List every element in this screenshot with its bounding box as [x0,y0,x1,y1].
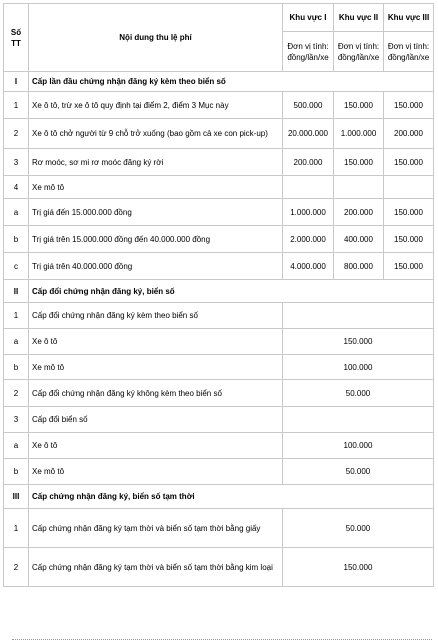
fee-zone-3: 150.000 [384,199,434,226]
table-row [4,380,434,407]
row-number: a [4,433,29,459]
row-description: Xe ô tô [29,329,283,355]
section-title: Cấp lần đầu chứng nhận đăng ký kèm theo biển số [29,72,434,92]
header-content: Nội dung thu lệ phí [29,4,283,72]
header-stt: Số TT [4,4,29,72]
row-description: Xe mô tô [29,355,283,380]
fee-zone-3: 150.000 [384,149,434,176]
table-row [4,92,434,119]
table-row [4,119,434,149]
fee-zone-1: 200.000 [283,149,334,176]
row-description: Xe ô tô, trừ xe ô tô quy định tại điểm 2, điểm 3 Mục này [29,92,283,119]
fee-zone-2: 400.000 [334,226,384,253]
page-continuation-line [12,636,432,644]
fee-zone-2: 150.000 [334,92,384,119]
row-number: I [4,72,29,92]
table-row [4,329,434,355]
row-number: 2 [4,380,29,407]
fee-zone-1: 2.000.000 [283,226,334,253]
row-description: Xe mô tô [29,459,283,485]
fee-table [3,3,434,587]
table-row [4,303,434,329]
fee-all-zones: 100.000 [283,433,434,459]
fee-zone-1: 500.000 [283,92,334,119]
section-title: Cấp đổi chứng nhận đăng ký, biển số [29,280,434,303]
row-description: Trị giá trên 15.000.000 đồng đến 40.000.000 đồng [29,226,283,253]
row-number: 1 [4,92,29,119]
row-number: 2 [4,548,29,587]
row-description: Trị giá đến 15.000.000 đồng [29,199,283,226]
header-unit-2: Đơn vị tính: đồng/lần/xe [334,32,384,72]
fee-zone-3 [384,176,434,199]
row-number: 1 [4,303,29,329]
fee-all-zones: 50.000 [283,509,434,548]
header-unit-1: Đơn vị tính: đồng/lần/xe [283,32,334,72]
table-row [4,407,434,433]
section-row [4,72,434,92]
table-row [4,176,434,199]
row-description: Cấp chứng nhận đăng ký tạm thời và biển số tạm thời bằng giấy [29,509,283,548]
row-number: c [4,253,29,280]
row-number: 2 [4,119,29,149]
row-description: Cấp chứng nhận đăng ký tạm thời và biển số tạm thời bằng kim loại [29,548,283,587]
fee-all-zones [283,407,434,433]
row-number: b [4,355,29,380]
fee-zone-1: 4.000.000 [283,253,334,280]
fee-zone-3: 150.000 [384,92,434,119]
row-description: Xe mô tô [29,176,283,199]
fee-zone-1 [283,176,334,199]
fee-all-zones: 50.000 [283,380,434,407]
fee-all-zones: 100.000 [283,355,434,380]
row-description: Rơ moóc, sơ mi rơ moóc đăng ký rời [29,149,283,176]
fee-zone-1: 1.000.000 [283,199,334,226]
header-unit-3: Đơn vị tính: đồng/lần/xe [384,32,434,72]
header-zone-2: Khu vực II [334,4,384,32]
row-number: 1 [4,509,29,548]
table-row [4,509,434,548]
row-number: b [4,226,29,253]
fee-all-zones: 150.000 [283,329,434,355]
table-row [4,253,434,280]
row-number: 4 [4,176,29,199]
fee-zone-3: 200.000 [384,119,434,149]
row-description: Cấp đổi chứng nhận đăng ký không kèm theo biển số [29,380,283,407]
row-description: Trị giá trên 40.000.000 đồng [29,253,283,280]
header-zone-1: Khu vực I [283,4,334,32]
fee-zone-3: 150.000 [384,253,434,280]
row-description: Xe ô tô chở người từ 9 chỗ trở xuống (bao gồm cả xe con pick-up) [29,119,283,149]
table-row [4,433,434,459]
fee-zone-1: 20.000.000 [283,119,334,149]
fee-all-zones [283,303,434,329]
row-number: 3 [4,407,29,433]
fee-all-zones: 150.000 [283,548,434,587]
fee-zone-2: 200.000 [334,199,384,226]
row-description: Cấp đổi chứng nhận đăng ký kèm theo biển số [29,303,283,329]
section-title: Cấp chứng nhận đăng ký, biển số tạm thời [29,485,434,509]
row-number: III [4,485,29,509]
table-row [4,459,434,485]
fee-zone-2: 800.000 [334,253,384,280]
row-number: 3 [4,149,29,176]
section-row [4,485,434,509]
table-row [4,226,434,253]
table-row [4,548,434,587]
table-row [4,199,434,226]
row-number: II [4,280,29,303]
table-row [4,355,434,380]
fee-zone-2: 150.000 [334,149,384,176]
section-row [4,280,434,303]
fee-zone-3: 150.000 [384,226,434,253]
table-row [4,149,434,176]
row-description: Cấp đổi biển số [29,407,283,433]
row-number: a [4,199,29,226]
header-zone-3: Khu vực III [384,4,434,32]
row-description: Xe ô tô [29,433,283,459]
row-number: a [4,329,29,355]
fee-zone-2: 1.000.000 [334,119,384,149]
row-number: b [4,459,29,485]
fee-zone-2 [334,176,384,199]
fee-all-zones: 50.000 [283,459,434,485]
